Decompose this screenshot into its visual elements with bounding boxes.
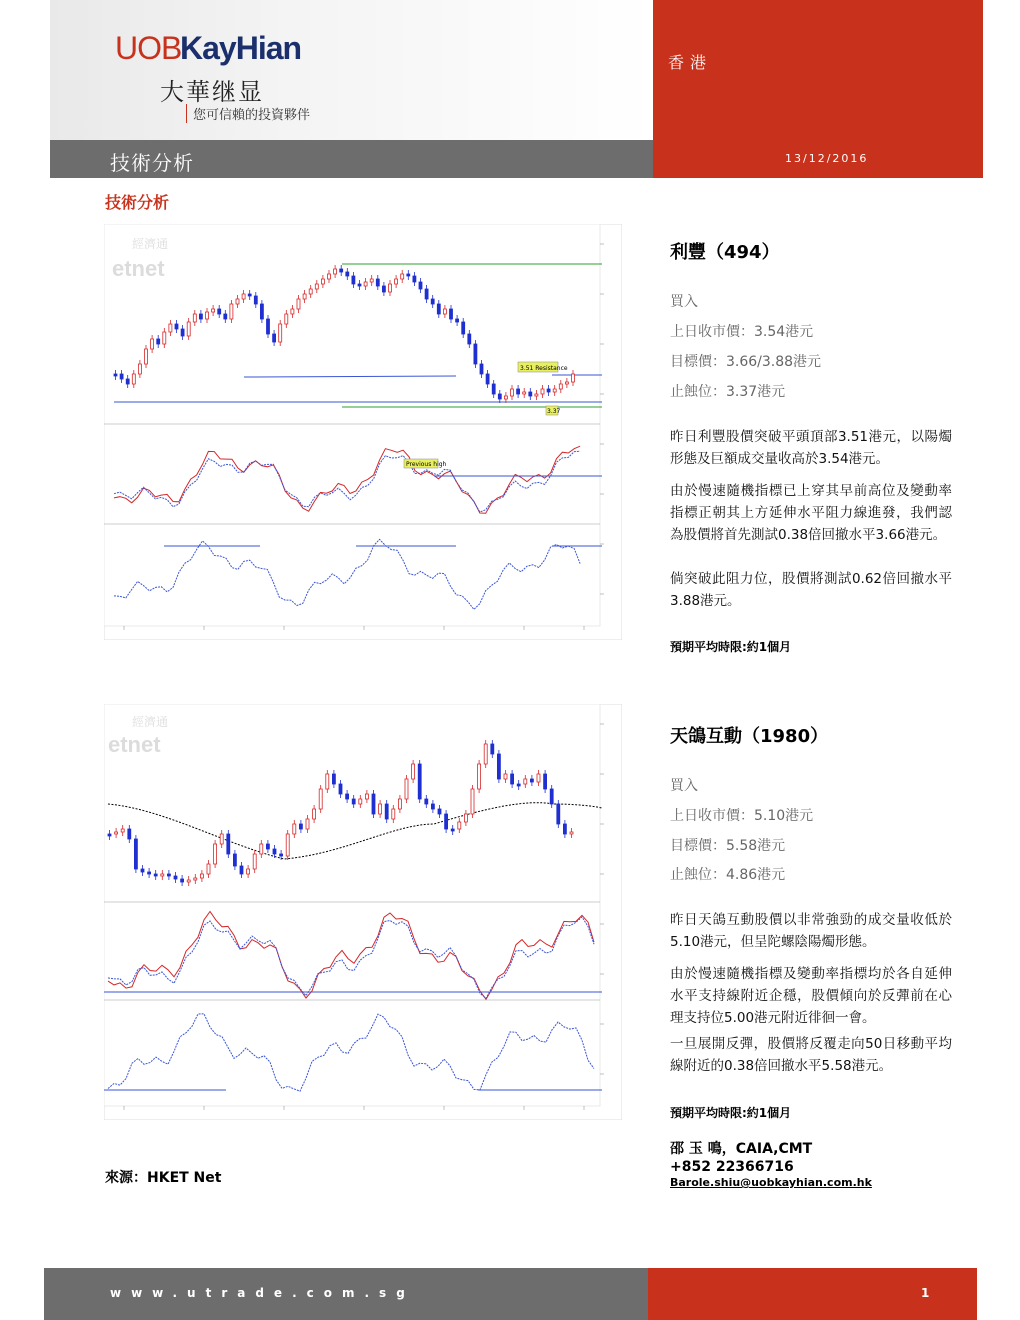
candle-body [398,799,401,809]
candle-body [385,804,388,819]
stock-1-paragraph: 倘突破此阻力位，股價將測試0.62倍回撤水平3.88港元。 [670,571,952,609]
candle-body [376,279,379,286]
chart1-support-label: 3.37 [547,408,561,415]
candle-body [464,814,467,822]
candle-body [405,779,408,799]
candle-body [313,809,316,819]
candle-body [181,879,184,882]
candle-body [303,294,306,299]
chart1-watermark-cn: 經濟通 [132,237,169,251]
chart2-watermark: etnet [108,732,161,757]
analyst-block [670,1140,812,1176]
stock-1-name: 利豐（494） [670,242,780,263]
stock-chart-2 [104,704,622,1120]
candle-body [169,324,172,332]
header-band [50,0,653,140]
candle-body [379,804,382,814]
stock-1-period: 預期平均時限:約1個月 [670,640,792,654]
candle-body [352,799,355,804]
candle-body [236,299,239,304]
candle-body [418,764,421,799]
candle-body [175,324,178,329]
candle-body [309,289,312,294]
candle-body [401,274,404,279]
candle-body [200,874,203,878]
candle-body [480,364,483,374]
candle-body [484,744,487,764]
candle-body [530,779,533,782]
candle-body [286,834,289,856]
candle-body [230,304,233,319]
candle-body [253,854,256,869]
stock-1-stop-loss: 止蝕位：3.37港元 [670,384,786,400]
candle-body [291,309,294,314]
candle-body [365,794,368,799]
stock-2-rating: 買入 [670,778,698,794]
candle-body [154,874,157,876]
candle-body [524,779,527,784]
candle-body [285,314,288,324]
candle-body [346,272,349,276]
candle-body [207,864,210,874]
candle-body [141,869,144,872]
candle-body [128,829,131,839]
candle-body [565,382,568,384]
candle-body [321,279,324,284]
candle-body [468,334,471,344]
candle-body [233,854,236,866]
stock-2-paragraph: 一旦展開反彈，股價將反覆走向50日移動平均線附近的0.38倍回撤水平5.58港元。 [670,1036,952,1074]
candle-body [570,832,573,834]
stock-2-prev-close: 上日收市價：5.10港元 [670,808,814,824]
candle-body [240,866,243,874]
candle-body [328,274,331,279]
candle-body [174,876,177,879]
candle-body [280,854,283,856]
candle-body [511,389,514,396]
candle-body [451,829,454,831]
candle-body [419,282,422,289]
candle-body [541,389,544,394]
candle-body [339,784,342,794]
candle-body [474,344,477,364]
candle-body [273,849,276,854]
chart2-watermark-cn: 經濟通 [132,715,169,729]
candle-body [266,844,269,849]
candle-body [267,319,270,334]
candle-body [523,392,526,394]
candle-body [187,880,190,882]
candle-body [138,364,141,374]
candle-body [157,339,160,344]
candle-body [145,349,148,364]
candle-body [194,878,197,880]
candle-body [352,276,355,284]
candle-body [456,319,459,322]
candle-body [148,872,151,874]
stock-2-paragraph: 昨日天鴿互動股價以非常強勁的成交量收低於5.10港元，但呈陀螺陰陽燭形態。 [670,912,952,950]
candle-body [297,299,300,309]
candle-body [332,774,335,784]
candle-body [559,384,562,389]
candle-body [220,834,223,844]
candle-body [438,809,441,814]
candle-body [340,269,343,272]
candle-body [115,832,118,834]
candle-body [443,309,446,314]
candle-body [407,274,410,276]
candle-body [319,789,322,809]
candle-body [273,334,276,342]
candle-body [462,322,465,334]
candle-body [413,276,416,282]
candle-body [431,299,434,304]
candle-body [557,804,560,824]
stock-1-paragraph: 昨日利豐股價突破平頭頂部3.51港元，以陽燭形態及巨額成交量收高於3.54港元。 [670,429,952,467]
candle-body [563,824,566,834]
candle-body [248,294,251,296]
chart1-previous-high-label: Previous high [406,461,447,468]
footer-url-link[interactable]: www.utrade.com.sg [110,1286,415,1300]
candle-body [279,324,282,342]
candle-body [425,799,428,804]
candle-body [163,332,166,344]
candle-body [478,764,481,789]
candle-body [108,834,111,836]
candle-body [389,284,392,292]
stock-2-name: 天鴿互動（1980） [670,726,829,747]
candle-body [497,754,500,779]
candle-body [167,874,170,876]
candle-body [306,819,309,829]
page-number: 1 [921,1286,930,1300]
logo-kayhian: KayHian [180,30,302,66]
logo-tagline: 您可信賴的投資夥伴 [186,104,310,123]
candle-body [132,374,135,384]
header-region: 香港 [668,53,713,72]
source-note: 來源：HKET Net [105,1170,222,1186]
candle-body [437,304,440,314]
page-title: 技術分析 [105,193,170,212]
candle-body [544,774,547,789]
stock-2-period: 預期平均時限:約1個月 [670,1106,792,1120]
candle-body [260,844,263,854]
candle-body [242,294,245,299]
candle-body [517,784,520,786]
analyst-name: 邵 玉 鳴，CAIA,CMT [670,1141,813,1157]
candle-body [120,374,123,379]
candle-body [370,279,373,282]
candle-body [529,392,532,396]
candle-body [121,829,124,832]
stock-chart-1 [104,224,622,640]
candle-body [126,379,129,384]
candle-body [491,744,494,754]
stock-2-stop-loss: 止蝕位：4.86港元 [670,867,786,883]
candle-body [114,374,117,376]
candle-body [193,314,196,322]
candle-body [326,774,329,789]
candle-body [359,799,362,804]
candle-body [181,329,184,336]
candle-body [227,834,230,854]
candle-body [372,794,375,814]
candle-body [535,394,538,396]
candle-body [511,774,514,784]
candle-body [334,269,337,274]
logo-uob: UOB [115,30,182,66]
candle-body [364,282,367,286]
header-section-title: 技術分析 [110,151,194,175]
candle-body [346,794,349,799]
candle-body [392,809,395,819]
header-date: 13/12/2016 [785,152,869,165]
candle-body [431,804,434,809]
candle-body [212,309,215,312]
candle-body [504,396,507,399]
candle-body [412,764,415,779]
candle-body [187,322,190,336]
candle-body [445,814,448,829]
candle-body [161,874,164,876]
candle-body [450,309,453,319]
analyst-email-link[interactable]: Barole.shiu@uobkayhian.com.hk [670,1176,872,1189]
candle-body [547,389,550,392]
stock-2-paragraph: 由於慢速隨機指標及變動率指標均於各自延伸水平支持線附近企穩，股價傾向於反彈前在心理支持位5.00港元附近徘徊一會。 [670,966,952,1026]
candle-body [492,384,495,394]
candle-body [498,394,501,399]
candle-body [315,284,318,289]
candle-body [382,286,385,292]
candle-body [134,839,137,869]
candle-body [293,824,296,834]
candle-body [299,824,302,829]
candle-body [151,339,154,349]
analyst-phone: +852 22366716 [670,1159,794,1175]
candle-body [224,314,227,319]
candle-body [553,389,556,392]
candle-body [395,279,398,284]
stock-1-target: 目標價：3.66/3.88港元 [670,354,822,370]
candle-body [550,789,553,804]
candle-body [517,389,520,394]
stock-1-prev-close: 上日收市價：3.54港元 [670,324,814,340]
candle-body [214,844,217,864]
candle-body [537,774,540,782]
candle-body [199,314,202,319]
candle-body [260,304,263,319]
logo-chinese: 大華继显 [160,78,264,106]
stock-1-paragraph: 由於慢速隨機指標已上穿其早前高位及變動率指標正朝其上方延伸水平阻力線進發，我們認為股價將首先測試0.38倍回撤水平3.66港元。 [670,483,952,543]
chart1-watermark: etnet [112,256,165,281]
stock-1-rating: 買入 [670,294,698,310]
candle-body [504,774,507,779]
candle-body [425,289,428,299]
candle-body [458,822,461,829]
candle-body [254,296,257,304]
candle-body [358,284,361,286]
candle-body [218,309,221,314]
stock-2-target: 目標價：5.58港元 [670,838,786,854]
candle-body [486,374,489,384]
candle-body [247,869,250,874]
candle-body [471,789,474,814]
candle-body [572,374,575,382]
chart1-resistance-label: 3.51 Resistance [520,365,568,372]
candle-body [206,312,209,319]
